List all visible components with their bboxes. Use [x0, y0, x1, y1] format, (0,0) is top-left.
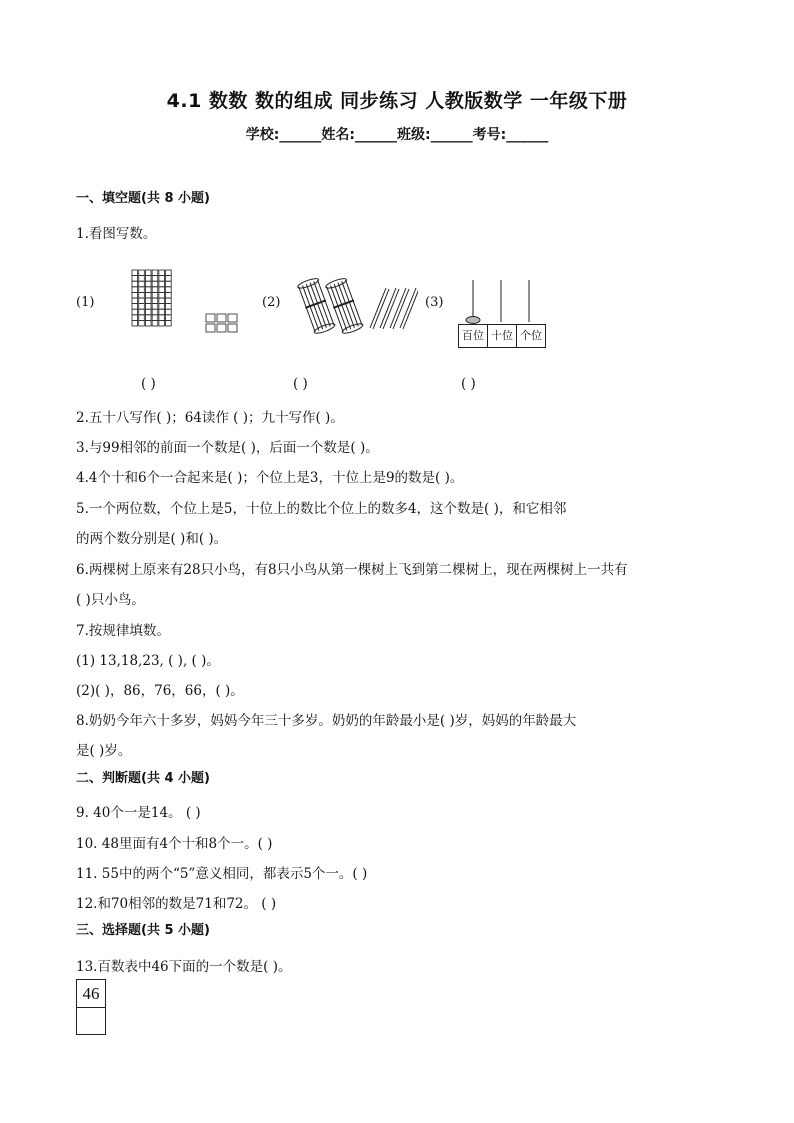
page-title: 4.1 数数 数的组成 同步练习 人教版数学 一年级下册 — [166, 90, 628, 112]
hundred-chart-cell-46: 46 — [77, 980, 105, 1008]
question-10: 10. 48里面有4个十和8个一。( ) — [76, 836, 273, 852]
question-9: 9. 40个一是14。 ( ) — [76, 805, 201, 821]
question-7: 7.按规律填数。 — [76, 623, 170, 639]
q1-label-1: (1) — [76, 295, 95, 310]
ten-block-figure — [130, 268, 242, 336]
question-11: 11. 55中的两个“5”意义相同，都表示5个一。( ) — [76, 866, 368, 882]
q1-label-2: (2) — [262, 295, 281, 310]
question-4: 4.4个十和6个一合起来是( )；个位上是3，十位上是9的数是( )。 — [76, 470, 464, 486]
abacus-figure — [458, 276, 544, 350]
section-heading-multiple-choice: 三、选择题(共 5 小题) — [76, 923, 210, 938]
question-2: 2.五十八写作( )；64读作 ( )；九十写作( )。 — [76, 410, 344, 426]
question-7-part-1: (1) 13,18,23, ( ), ( )。 — [76, 653, 220, 669]
abacus-ones-label: 个位 — [520, 329, 542, 342]
question-6-line-1: 6.两棵树上原来有28只小鸟，有8只小鸟从第一棵树上飞到第二棵树上，现在两棵树上一共有 — [76, 562, 628, 578]
q1-answer-2: ( ) — [293, 376, 308, 392]
q1-label-3: (3) — [425, 295, 444, 310]
question-1: 1.看图写数。 — [76, 226, 157, 242]
question-12: 12.和70相邻的数是71和72。 ( ) — [76, 896, 277, 912]
question-8-line-2: 是( )岁。 — [76, 743, 132, 759]
stick-bundles-figure — [292, 274, 418, 336]
question-3: 3.与99相邻的前面一个数是( )，后面一个数是( )。 — [76, 440, 379, 456]
abacus-tens-label: 十位 — [488, 325, 517, 347]
section-heading-true-false: 二、判断题(共 4 小题) — [76, 771, 210, 786]
question-13: 13.百数表中46下面的一个数是( )。 — [76, 959, 292, 975]
section-heading-fill-blank: 一、填空题(共 8 小题) — [76, 191, 210, 206]
question-8-line-1: 8.奶奶今年六十多岁，妈妈今年三十多岁。奶奶的年龄最小是( )岁，妈妈的年龄最大 — [76, 713, 577, 729]
question-5-line-1: 5.一个两位数，个位上是5，十位上的数比个位上的数多4，这个数是( )，和它相邻 — [76, 501, 567, 517]
q1-answer-1: ( ) — [141, 376, 156, 392]
question-7-part-2: (2)( )，86，76，66，( )。 — [76, 683, 244, 699]
hundred-chart-fragment — [76, 979, 106, 1035]
student-info-line: 学校:______姓名:______班级:______考号:______ — [245, 127, 549, 143]
abacus-hundreds-label: 百位 — [459, 325, 488, 347]
question-5-line-2: 的两个数分别是( )和( )。 — [76, 531, 228, 547]
q1-answer-3: ( ) — [461, 376, 476, 392]
question-6-line-2: ( )只小鸟。 — [76, 592, 145, 608]
